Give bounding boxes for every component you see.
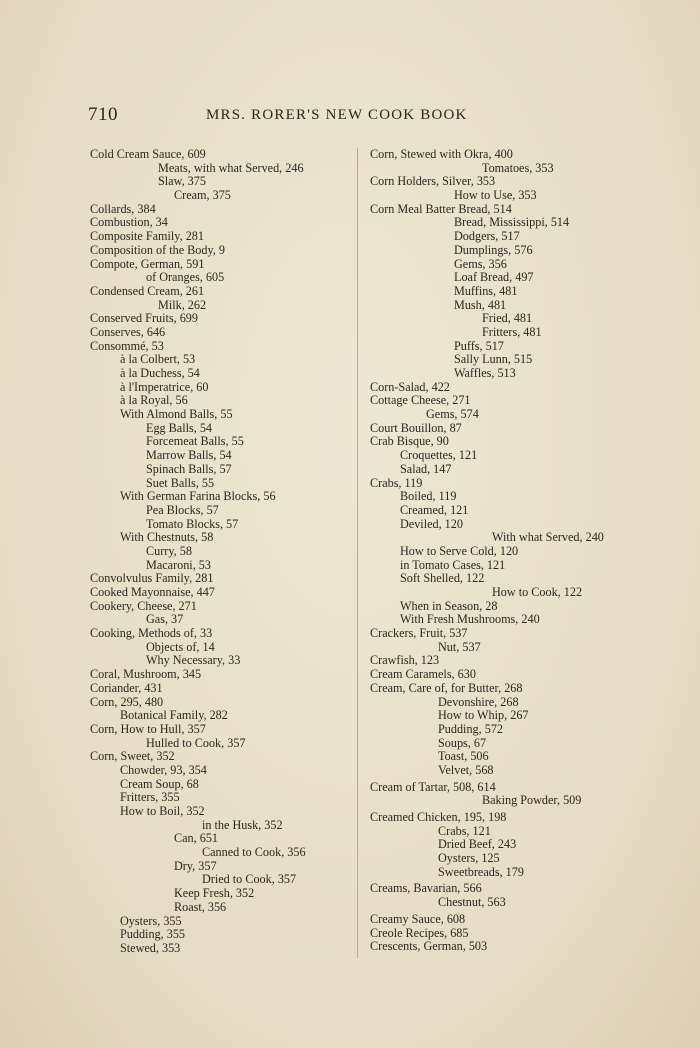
index-subentry: à la Colbert, 53 [120,352,196,367]
index-subentry: Soft Shelled, 122 [400,571,485,586]
index-subentry: With what Served, 240 [492,530,604,545]
index-subentry: With German Farina Blocks, 56 [120,489,276,504]
index-entry: Compote, German, 591 [90,256,205,271]
index-subentry: Oysters, 355 [120,913,182,928]
index-subentry: Roast, 356 [174,899,227,914]
index-subentry: Pudding, 572 [438,721,504,736]
index-subentry: Dry, 357 [174,858,217,873]
index-subentry: Dried Beef, 243 [438,837,517,852]
index-entry: Corn-Salad, 422 [370,379,450,394]
index-entry: Crabs, 119 [370,475,423,490]
index-entry: Cookery, Cheese, 271 [90,598,197,613]
index-subentry: Cream Soup, 68 [120,776,199,791]
index-entry: Combustion, 34 [90,215,168,230]
index-subentry: Muffins, 481 [454,283,518,298]
index-subentry: Marrow Balls, 54 [146,448,232,463]
index-entry: Crawfish, 123 [370,653,440,668]
index-subentry: Deviled, 120 [400,516,463,531]
index-subentry: Pudding, 355 [120,927,186,942]
index-entry: Cream, Care of, for Butter, 268 [370,680,523,695]
column-divider [357,148,358,958]
index-entry: Convolvulus Family, 281 [90,571,214,586]
index-entry: Consommé, 53 [90,338,164,353]
index-subentry: Toast, 506 [438,749,489,764]
index-subentry: Botanical Family, 282 [120,708,228,723]
index-entry: Court Bouillon, 87 [370,420,462,435]
index-entry: Cooking, Methods of, 33 [90,626,213,641]
index-subentry: Mush, 481 [454,297,507,312]
index-entry: Corn, Sweet, 352 [90,749,175,764]
index-subentry: in Tomato Cases, 121 [400,557,506,572]
index-subentry: Fried, 481 [482,311,533,326]
index-subentry: Hulled to Cook, 357 [146,735,246,750]
index-subentry: Puffs, 517 [454,338,504,353]
index-subentry: Sweetbreads, 179 [438,864,524,879]
index-entry: Collards, 384 [90,201,156,216]
index-column-left [90,148,350,956]
index-subentry: With Almond Balls, 55 [120,407,233,422]
index-subentry: Gems, 356 [454,256,507,271]
index-subentry: Spinach Balls, 57 [146,461,232,476]
index-entry: Creamed Chicken, 195, 198 [370,810,507,824]
index-subentry: Canned to Cook, 356 [202,845,306,860]
index-entry: Conserves, 646 [90,324,166,339]
index-subentry: With Fresh Mushrooms, 240 [400,612,540,627]
index-subentry: Tomatoes, 353 [482,160,554,175]
page-header [88,104,608,128]
index-subentry: Dried to Cook, 357 [202,872,297,887]
index-entry: Cooked Mayonnaise, 447 [90,585,215,599]
index-subentry: Why Necessary, 33 [146,653,241,668]
index-subentry: Salad, 147 [400,461,452,476]
index-entry: Cottage Cheese, 271 [370,393,471,408]
index-subentry: of Oranges, 605 [146,270,225,285]
index-entry: Corn, How to Hull, 357 [90,721,206,736]
index-subentry: Loaf Bread, 497 [454,270,534,285]
index-subentry: Chestnut, 563 [438,895,506,910]
index-subentry: Bread, Mississippi, 514 [454,215,570,230]
index-subentry: Tomato Blocks, 57 [146,516,239,531]
index-subentry: Slaw, 375 [158,174,206,189]
index-subentry: Fritters, 355 [120,790,180,805]
index-subentry: Stewed, 353 [120,940,181,955]
index-subentry: Nut, 537 [438,639,481,654]
index-subentry: Waffles, 513 [454,366,516,380]
index-subentry: Fritters, 481 [482,324,542,339]
index-entry: Cold Cream Sauce, 609 [90,147,206,161]
index-subentry: Meats, with what Served, 246 [158,160,304,175]
index-subentry: With Chestnuts, 58 [120,530,214,545]
index-subentry: Egg Balls, 54 [146,420,213,435]
index-subentry: Macaroni, 53 [146,557,211,572]
index-subentry: Dodgers, 517 [454,229,520,244]
index-subentry: Gas, 37 [146,612,184,627]
index-entry: Creamy Sauce, 608 [370,911,466,926]
index-subentry: Gems, 574 [426,407,479,422]
index-subentry: How to Use, 353 [454,188,537,203]
running-title: MRS. RORER'S NEW COOK BOOK [206,107,468,123]
index-entry: Corn, 295, 480 [90,694,164,709]
index-entry: Coral, Mushroom, 345 [90,667,202,682]
index-subentry: How to Serve Cold, 120 [400,543,519,558]
index-entry: Creole Recipes, 685 [370,925,469,940]
index-subentry: Pea Blocks, 57 [146,502,219,517]
index-subentry: à l'Imperatrice, 60 [120,379,209,394]
index-subentry: Croquettes, 121 [400,448,478,463]
index-subentry: Boiled, 119 [400,489,457,504]
index-entry: Creams, Bavarian, 566 [370,881,482,896]
index-subentry: in the Husk, 352 [202,817,283,832]
index-subentry: Suet Balls, 55 [146,475,215,490]
index-column-right [370,148,620,954]
index-entry: Corn Meal Batter Bread, 514 [370,201,512,216]
index-subentry: Crabs, 121 [438,823,491,838]
index-entry: Crackers, Fruit, 537 [370,626,468,641]
index-subentry: Forcemeat Balls, 55 [146,434,244,449]
index-entry: Conserved Fruits, 699 [90,311,198,326]
index-entry: Composite Family, 281 [90,229,204,244]
index-entry: Crab Bisque, 90 [370,434,449,449]
index-entry: Cream Caramels, 630 [370,667,476,682]
index-subentry: Velvet, 568 [438,762,494,777]
index-subentry: Devonshire, 268 [438,694,519,709]
index-subentry: Baking Powder, 509 [482,793,582,808]
index-entry: Composition of the Body, 9 [90,242,225,257]
index-entry: Corn Holders, Silver, 353 [370,174,496,189]
index-subentry: Cream, 375 [174,188,231,203]
index-subentry: How to Boil, 352 [120,804,205,818]
index-subentry: When in Season, 28 [400,598,498,613]
page-number: 710 [88,104,118,125]
index-subentry: Milk, 262 [158,297,207,312]
index-subentry: Curry, 58 [146,543,192,558]
index-subentry: Soups, 67 [438,735,487,750]
index-subentry: How to Cook, 122 [492,585,583,599]
index-subentry: Can, 651 [174,831,219,846]
index-subentry: à la Duchess, 54 [120,366,200,380]
index-subentry: Keep Fresh, 352 [174,886,255,901]
index-entry: Condensed Cream, 261 [90,283,205,298]
index-subentry: Oysters, 125 [438,851,500,866]
index-subentry: Creamed, 121 [400,502,469,517]
index-subentry: Dumplings, 576 [454,242,533,257]
index-subentry: Chowder, 93, 354 [120,762,207,777]
index-subentry: à la Royal, 56 [120,393,188,408]
index-subentry: Objects of, 14 [146,639,215,654]
index-entry: Crescents, German, 503 [370,939,488,954]
index-subentry: How to Whip, 267 [438,708,529,723]
index-entry: Cream of Tartar, 508, 614 [370,779,496,794]
index-entry: Corn, Stewed with Okra, 400 [370,147,513,161]
index-subentry: Sally Lunn, 515 [454,352,533,367]
index-entry: Coriander, 431 [90,680,163,695]
